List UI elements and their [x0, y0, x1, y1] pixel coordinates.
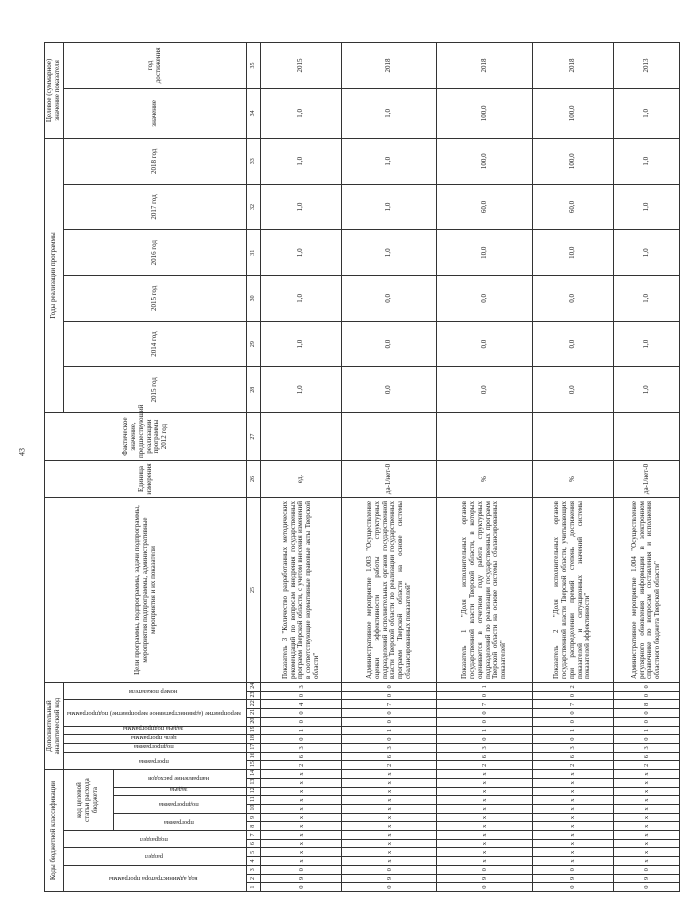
- column-number: 9: [247, 813, 261, 822]
- code-cell: 2: [437, 761, 532, 770]
- year-value-cell: 1,0: [613, 321, 680, 367]
- code-cell: 3: [532, 744, 613, 753]
- code-cell: х: [532, 778, 613, 787]
- table-row: [613, 43, 680, 892]
- fact-header: Фактическое значение, предшествующий реализации программы 2012 год: [45, 413, 247, 461]
- code-cell: 1: [613, 726, 680, 735]
- column-number: 29: [247, 321, 261, 367]
- code-cell: х: [532, 813, 613, 822]
- column-number: 6: [247, 839, 261, 848]
- code-cell: 0: [532, 735, 613, 744]
- code-cell: х: [261, 831, 342, 840]
- d-number-header: [63, 683, 247, 700]
- podrazdel-label: подраздел: [139, 835, 168, 843]
- code-cell: 0: [437, 883, 532, 892]
- year-value-cell: 1,0: [613, 367, 680, 413]
- year-value-cell: 1,0: [261, 230, 342, 276]
- code-cell: 1: [342, 726, 437, 735]
- code-cell: 9: [437, 874, 532, 883]
- task-label: задача: [169, 786, 188, 794]
- code-cell: 0: [437, 735, 532, 744]
- code-cell: 2: [532, 683, 613, 692]
- year-value-cell: 1,0: [261, 276, 342, 322]
- d-subprogram-header: [63, 744, 247, 753]
- year-value-cell: 1,0: [342, 230, 437, 276]
- year-value-cell: 0,0: [342, 367, 437, 413]
- code-cell: х: [261, 822, 342, 831]
- column-number: 8: [247, 822, 261, 831]
- year-value-cell: 0,0: [532, 321, 613, 367]
- final-value-header: значение: [63, 88, 247, 138]
- program-label: программа: [163, 818, 194, 826]
- code-cell: х: [437, 804, 532, 813]
- unit-cell: да-1/нет-0: [342, 461, 437, 498]
- unit-header: Единица измерения: [45, 461, 247, 498]
- column-number: 10: [247, 804, 261, 813]
- code-cell: х: [613, 804, 680, 813]
- program-indicators-table: [44, 42, 680, 892]
- column-number: 24: [247, 683, 261, 692]
- fact-cell: [261, 413, 342, 461]
- code-cell: 0: [613, 709, 680, 718]
- podrazdel-header: [63, 831, 247, 848]
- final-value-cell: 1,0: [342, 88, 437, 138]
- table-row: [437, 43, 532, 892]
- year-2015-header: 2015 год: [63, 276, 247, 322]
- indicator-name: Показатель 2 "Доля исполнительных органов государственной власти Тверской области, учитывающих при распределении премий степень достижения показателей и ситуационных значений системы показателей эффективности": [532, 498, 613, 683]
- indicator-name: Административное мероприятие 1.003 "Осуществление оценки эффективности работы структурных подразделений исполнительных органов государственной власти Тверской области по реализации государственных программ Тверской области на основе системы сбалансированных показателей": [342, 498, 437, 683]
- code-cell: 3: [437, 744, 532, 753]
- column-number: 35: [247, 43, 261, 89]
- code-cell: 2: [613, 761, 680, 770]
- d-task-label: цель программы: [130, 734, 177, 741]
- column-number: 21: [247, 709, 261, 718]
- code-cell: 0: [437, 691, 532, 700]
- year-value-cell: 1,0: [342, 138, 437, 184]
- column-number: 31: [247, 230, 261, 276]
- final-header: Целевое (суммарное) значение показателя: [45, 43, 64, 139]
- code-cell: 9: [261, 874, 342, 883]
- code-cell: х: [437, 813, 532, 822]
- code-cell: х: [532, 839, 613, 848]
- program-header: [113, 813, 247, 830]
- column-numbers-row: [247, 43, 261, 892]
- column-number: 7: [247, 831, 261, 840]
- column-number: 16: [247, 752, 261, 761]
- final-year-cell: 2018: [532, 43, 613, 89]
- year-value-cell: 0,0: [437, 276, 532, 322]
- column-number: 22: [247, 700, 261, 709]
- year-value-cell: 100,0: [532, 138, 613, 184]
- code-cell: 0: [261, 691, 342, 700]
- year-value-cell: 60,0: [532, 184, 613, 230]
- final-year-cell: 2013: [613, 43, 680, 89]
- final-year-header: год достижения: [63, 43, 247, 89]
- direction-header: [113, 770, 247, 787]
- code-cell: 4: [261, 700, 342, 709]
- code-cell: 2: [532, 761, 613, 770]
- code-cell: 0: [532, 691, 613, 700]
- column-number: 13: [247, 778, 261, 787]
- code-cell: 0: [342, 717, 437, 726]
- column-number: 11: [247, 796, 261, 805]
- page-number: 43: [17, 448, 27, 456]
- column-number: 33: [247, 138, 261, 184]
- year-value-cell: 10,0: [437, 230, 532, 276]
- column-number: 34: [247, 88, 261, 138]
- code-cell: 0: [437, 717, 532, 726]
- code-cell: х: [613, 831, 680, 840]
- year-2013-header: 2015 год: [63, 367, 247, 413]
- code-cell: 0: [261, 735, 342, 744]
- indicator-name: Административное мероприятие 1.004 "Осуществление регулярного обновления информации в электронном справочнике по вопросам составления и исполнения областного бюджета Тверской области": [613, 498, 680, 683]
- column-number: 14: [247, 770, 261, 779]
- column-number: 15: [247, 761, 261, 770]
- indicator-name: Показатель 1 "Доля исполнительных органов государственной власти Тверской области, в которых оценивается в отчетном году работа структурных подразделений по реализации государственных программ Тверской области на основе системы сбалансированных показателей": [437, 498, 532, 683]
- fact-cell: [613, 413, 680, 461]
- table-row: [532, 43, 613, 892]
- task-header: [113, 787, 247, 796]
- goals-header: Цели программы, подпрограммы, задачи подпрограммы, мероприятия подпрограммы, административные мероприятия и их показатели: [45, 498, 247, 683]
- year-value-cell: 1,0: [613, 184, 680, 230]
- d-number-label: номер показателя: [129, 687, 178, 695]
- code-cell: 9: [532, 874, 613, 883]
- code-cell: х: [261, 848, 342, 857]
- final-year-cell: 2018: [342, 43, 437, 89]
- code-cell: х: [532, 857, 613, 866]
- code-cell: х: [532, 831, 613, 840]
- code-cell: 0: [342, 883, 437, 892]
- code-cell: х: [437, 848, 532, 857]
- code-cell: 6: [532, 752, 613, 761]
- direction-label: направление расходов: [147, 774, 210, 782]
- code-cell: 2: [261, 761, 342, 770]
- code-cell: х: [342, 831, 437, 840]
- code-cell: х: [261, 778, 342, 787]
- code-cell: 0: [342, 735, 437, 744]
- year-value-cell: 0,0: [532, 276, 613, 322]
- column-number: 25: [247, 498, 261, 683]
- fact-cell: [342, 413, 437, 461]
- unit-cell: ед.: [261, 461, 342, 498]
- code-cell: 6: [613, 752, 680, 761]
- header-row-1: [45, 43, 64, 892]
- year-value-cell: 100,0: [437, 138, 532, 184]
- code-cell: 0: [532, 883, 613, 892]
- code-cell: 7: [437, 700, 532, 709]
- code-cell: 0: [613, 883, 680, 892]
- year-value-cell: 1,0: [613, 230, 680, 276]
- code-cell: 6: [261, 752, 342, 761]
- d-target-label: задача подпрограммы: [123, 725, 184, 733]
- code-cell: 1: [532, 726, 613, 735]
- code-cell: х: [613, 770, 680, 779]
- year-value-cell: 1,0: [613, 276, 680, 322]
- code-cell: 0: [342, 865, 437, 874]
- year-value-cell: 0,0: [532, 367, 613, 413]
- code-cell: х: [261, 804, 342, 813]
- code-budget-header: Коды бюджетной классификации: [45, 770, 64, 892]
- code-cell: х: [261, 770, 342, 779]
- fact-cell: [437, 413, 532, 461]
- final-value-cell: 1,0: [613, 88, 680, 138]
- final-value-cell: 100,0: [532, 88, 613, 138]
- year-value-cell: 1,0: [342, 184, 437, 230]
- code-cell: 3: [261, 744, 342, 753]
- code-cell: 1: [437, 726, 532, 735]
- code-cell: х: [342, 796, 437, 805]
- year-value-cell: 0,0: [342, 276, 437, 322]
- column-number: 32: [247, 184, 261, 230]
- code-cell: 0: [437, 709, 532, 718]
- code-cell: х: [261, 857, 342, 866]
- code-cell: х: [342, 813, 437, 822]
- year-2018-header: 2018 год: [63, 138, 247, 184]
- column-number: 19: [247, 726, 261, 735]
- column-number: 18: [247, 735, 261, 744]
- code-cell: 1: [437, 683, 532, 692]
- column-number: 26: [247, 461, 261, 498]
- code-cell: 0: [613, 683, 680, 692]
- final-value-cell: 1,0: [261, 88, 342, 138]
- column-number: 2: [247, 874, 261, 883]
- column-number: 28: [247, 367, 261, 413]
- year-value-cell: 1,0: [261, 367, 342, 413]
- year-value-cell: 1,0: [261, 184, 342, 230]
- code-cell: х: [437, 857, 532, 866]
- year-2014-header: 2014 год: [63, 321, 247, 367]
- code-cell: х: [532, 822, 613, 831]
- code-cell: х: [613, 857, 680, 866]
- column-number: 1: [247, 883, 261, 892]
- code-cell: х: [342, 857, 437, 866]
- year-value-cell: 1,0: [613, 138, 680, 184]
- code-cell: х: [261, 796, 342, 805]
- code-cell: х: [532, 796, 613, 805]
- unit-cell: %: [437, 461, 532, 498]
- final-year-cell: 2018: [437, 43, 532, 89]
- code-cell: 3: [613, 744, 680, 753]
- admin-code-label: код администратора программы: [109, 875, 198, 883]
- code-cell: х: [613, 778, 680, 787]
- year-value-cell: 60,0: [437, 184, 532, 230]
- code-cell: х: [342, 839, 437, 848]
- unit-cell: %: [532, 461, 613, 498]
- code-cell: х: [342, 770, 437, 779]
- code-cell: х: [532, 804, 613, 813]
- code-cell: х: [613, 787, 680, 796]
- code-cell: 0: [613, 691, 680, 700]
- code-cell: х: [261, 839, 342, 848]
- year-value-cell: 1,0: [261, 138, 342, 184]
- code-cell: 0: [261, 865, 342, 874]
- code-cell: х: [532, 770, 613, 779]
- code-cell: 8: [613, 700, 680, 709]
- code-cell: х: [342, 848, 437, 857]
- razdel-label: раздел: [144, 853, 163, 861]
- table-body: [261, 43, 680, 892]
- column-number: 23: [247, 691, 261, 700]
- code-cell: 0: [613, 865, 680, 874]
- code-cell: х: [342, 822, 437, 831]
- code-cell: 7: [532, 700, 613, 709]
- year-2016-header: 2016 год: [63, 230, 247, 276]
- razdel-header: [63, 848, 247, 865]
- column-number: 3: [247, 865, 261, 874]
- column-number: 20: [247, 717, 261, 726]
- year-value-cell: 0,0: [437, 367, 532, 413]
- code-cell: 0: [437, 865, 532, 874]
- code-cell: х: [437, 831, 532, 840]
- code-cell: 0: [342, 683, 437, 692]
- code-cell: х: [437, 822, 532, 831]
- d-subprogram-label: подпрограмма: [133, 742, 174, 750]
- code-cell: х: [532, 787, 613, 796]
- code-cell: 0: [613, 735, 680, 744]
- code-cell: х: [613, 822, 680, 831]
- code-cell: 7: [342, 700, 437, 709]
- subprogram-label: подпрограмма: [158, 801, 199, 809]
- column-number: 5: [247, 848, 261, 857]
- code-cell: х: [532, 848, 613, 857]
- code-cell: х: [342, 787, 437, 796]
- code-cell: х: [437, 787, 532, 796]
- code-cell: 0: [261, 717, 342, 726]
- rotated-table-canvas: [44, 42, 662, 892]
- code-cell: х: [437, 770, 532, 779]
- code-cell: 0: [342, 709, 437, 718]
- subprogram-header: [113, 796, 247, 813]
- code-cell: х: [613, 848, 680, 857]
- code-cell: 0: [613, 717, 680, 726]
- column-number: 30: [247, 276, 261, 322]
- d-measure-header: [63, 700, 247, 726]
- d-program-header: [63, 752, 247, 769]
- code-cell: 9: [342, 874, 437, 883]
- admin-code-header: [63, 865, 247, 891]
- code-cell: 2: [342, 761, 437, 770]
- code-cell: х: [261, 813, 342, 822]
- column-number: 17: [247, 744, 261, 753]
- column-number: 27: [247, 413, 261, 461]
- target-article-header: код целевой статьи расхода бюджета: [63, 770, 113, 831]
- code-cell: 0: [532, 709, 613, 718]
- column-number: 4: [247, 857, 261, 866]
- final-year-cell: 2015: [261, 43, 342, 89]
- code-cell: 0: [532, 717, 613, 726]
- code-cell: 0: [261, 709, 342, 718]
- code-cell: х: [613, 796, 680, 805]
- code-cell: х: [437, 796, 532, 805]
- code-cell: 6: [437, 752, 532, 761]
- code-cell: 1: [261, 726, 342, 735]
- code-cell: х: [437, 839, 532, 848]
- code-cell: 3: [342, 744, 437, 753]
- fact-cell: [532, 413, 613, 461]
- unit-cell: да-1/нет-0: [613, 461, 680, 498]
- final-value-cell: 100,0: [437, 88, 532, 138]
- d-measure-label: мероприятие (административное мероприятие) подпрограммы: [66, 709, 241, 717]
- code-cell: 0: [532, 865, 613, 874]
- code-cell: х: [437, 778, 532, 787]
- code-cell: х: [261, 787, 342, 796]
- code-cell: 9: [613, 874, 680, 883]
- additional-code-header: Дополнительный аналитический код: [45, 683, 64, 770]
- table-row: [261, 43, 342, 892]
- d-program-label: программа: [138, 757, 169, 765]
- year-value-cell: 0,0: [342, 321, 437, 367]
- code-cell: х: [342, 804, 437, 813]
- indicator-name: Показатель 3 "Количество разработанных методических рекомендаций по вопросам внедрения государственных программ Тверской области, с учетом внесения изменений в соответствующие нормативные правовые акты Тверской области": [261, 498, 342, 683]
- code-cell: 3: [261, 683, 342, 692]
- years-header: Годы реализации программы: [45, 138, 64, 412]
- column-number: 12: [247, 787, 261, 796]
- year-value-cell: 1,0: [261, 321, 342, 367]
- table-row: [342, 43, 437, 892]
- code-cell: х: [342, 778, 437, 787]
- year-value-cell: 0,0: [437, 321, 532, 367]
- code-cell: 0: [342, 691, 437, 700]
- code-cell: 6: [342, 752, 437, 761]
- code-cell: х: [613, 839, 680, 848]
- year-2017-header: 2017 год: [63, 184, 247, 230]
- code-cell: 0: [261, 883, 342, 892]
- code-cell: х: [613, 813, 680, 822]
- year-value-cell: 10,0: [532, 230, 613, 276]
